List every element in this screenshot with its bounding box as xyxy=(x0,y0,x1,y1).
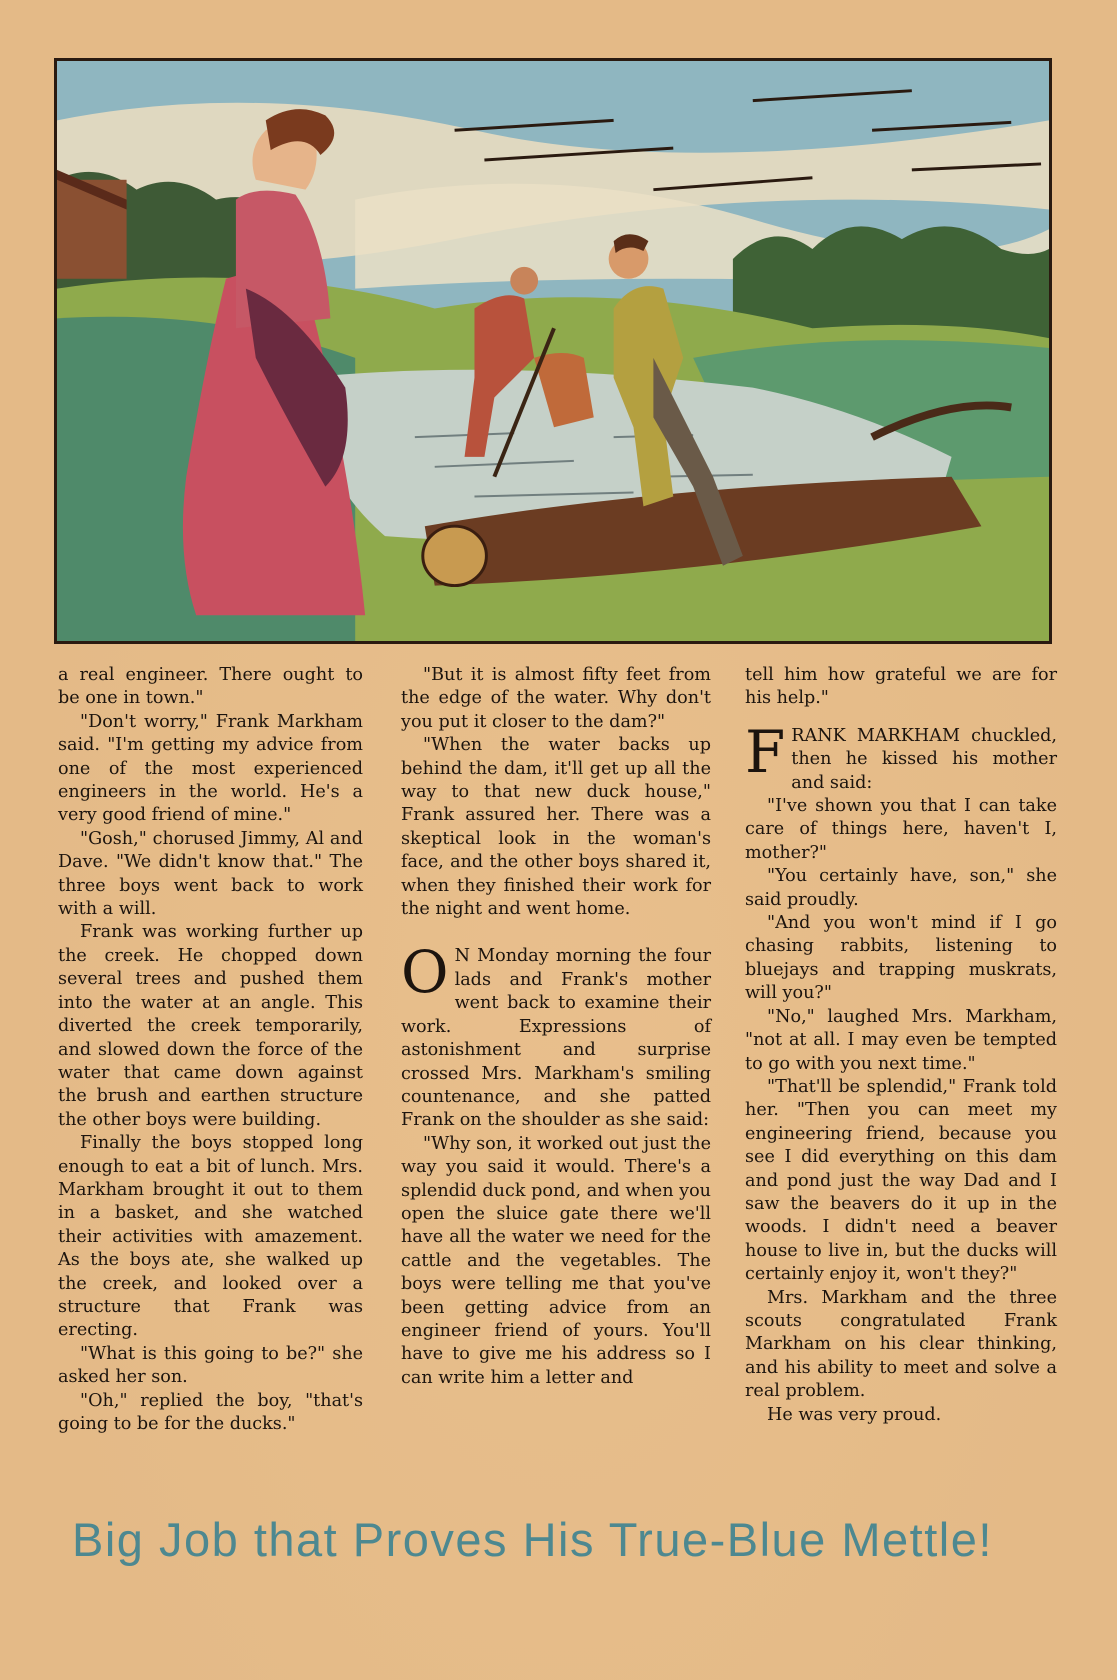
section-gap xyxy=(745,711,1057,725)
paragraph: Mrs. Markham and the three scouts congratulated Frank Markham on his clear thinking, and his ability to meet and solve a real problem. xyxy=(745,1287,1057,1402)
paragraph: "Gosh," chorused Jimmy, Al and Dave. "We didn't know that." The three boys went back to work with a will. xyxy=(58,828,363,920)
paragraph: "Don't worry," Frank Markham said. "I'm getting my advice from one of the most experienced engineers in the world. He's a very good friend of mine." xyxy=(58,711,363,826)
text-column-1 xyxy=(58,664,363,1436)
paragraph: "I've shown you that I can take care of things here, haven't I, mother?" xyxy=(745,796,1057,863)
paragraph: "No," laughed Mrs. Markham, "not at all. I may even be tempted to go with you next time." xyxy=(745,1006,1057,1074)
drop-cap: F xyxy=(745,717,786,786)
paragraph: Finally the boys stopped long enough to eat a bit of lunch. Mrs. Markham brought it out to them in a basket, and she watched their activities with amazement. As the boys ate, she walked up the creek, and looked over a structure that Frank was erecting. xyxy=(58,1133,363,1341)
text-column-3 xyxy=(745,664,1057,1427)
paragraph: He was very proud. xyxy=(767,1404,942,1425)
comic-panel-illustration xyxy=(54,58,1052,644)
paragraph: "And you won't mind if I go chasing rabbits, listening to bluejays and trapping muskrats, will you?" xyxy=(745,913,1057,1004)
paragraph: "When the water backs up behind the dam, it'll get up all the way to that new duck house," Frank assured her. There was a skeptical look in the woman's face, and the other boys shared it, when they finished their work for the night and went home. xyxy=(401,735,711,920)
story-headline: Big Job that Proves His True-Blue Mettle! xyxy=(72,1513,993,1566)
paragraph: tell him how grateful we are for his help." xyxy=(745,665,1057,709)
paragraph: "That'll be splendid," Frank told her. "Then you can meet my engineering friend, because you see I did everything on this dam and pond just the way Dad and I saw the beavers do it up in the woods. I didn't need a beaver house to live in, but the ducks will certainly enjoy it, won't they?" xyxy=(745,1076,1057,1285)
paragraph-text: RANK MARKHAM chuckled, then he kissed his mother and said: xyxy=(791,725,1057,793)
paragraph: "What is this going to be?" she asked her son. xyxy=(58,1343,363,1388)
paragraph: "You certainly have, son," she said proudly. xyxy=(745,866,1057,910)
paragraph: Frank was working further up the creek. He chopped down several trees and pushed them into the water at an angle. This diverted the creek temporarily, and slowed down the force of the water that came down against the brush and earthen structure the other boys were building. xyxy=(58,922,363,1130)
paragraph-text: N Monday morning the four lads and Frank's mother went back to examine their work. Expressions of astonishment and surprise crossed Mrs. Markham's smiling countenance, and she patted Frank on the shoulder as she said: xyxy=(401,946,711,1131)
drop-cap: O xyxy=(401,938,449,1007)
paragraph: "Why son, it worked out just the way you said it would. There's a splendid duck pond, and when you open the sluice gate there we'll have all the water we need for the cattle and the vegetables. The boys were telling me that you've been getting advice from an engineer friend of yours. You'll have to give me his address so I can write him a letter and xyxy=(401,1133,712,1388)
dropcap-paragraph xyxy=(401,938,711,1132)
paragraph: "Oh," replied the boy, "that's going to be for the ducks." xyxy=(58,1390,363,1434)
text-column-2 xyxy=(401,664,711,1390)
paragraph: a real engineer. There ought to be one in town." xyxy=(58,665,363,709)
illustration-art xyxy=(57,61,1049,641)
paragraph: "But it is almost fifty feet from the edge of the water. Why don't you put it closer to the dam?" xyxy=(401,665,711,732)
dropcap-paragraph xyxy=(745,717,1057,795)
